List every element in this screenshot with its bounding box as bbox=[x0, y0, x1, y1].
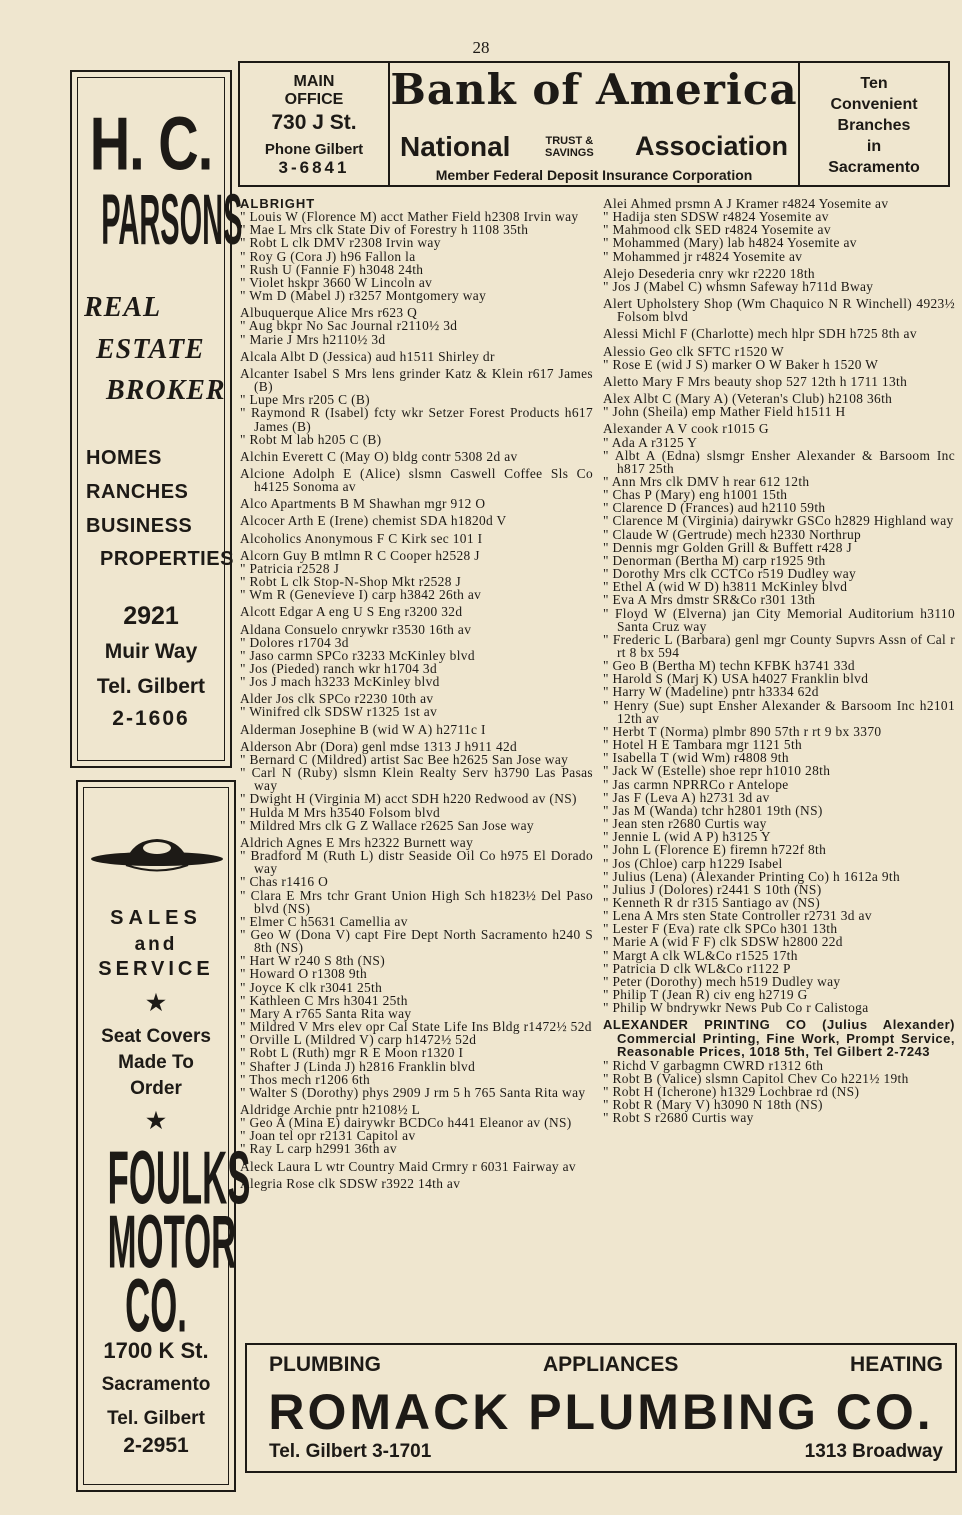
directory-entry: " Jean sten r2680 Curtis way bbox=[603, 816, 767, 832]
directory-entry: " Mildred Mrs clk G Z Wallace r2625 San Jose way bbox=[240, 817, 534, 833]
directory-entry: " Shafter J (Linda J) h2816 Franklin blvd bbox=[240, 1058, 476, 1074]
directory-entry: Aleck Laura L wtr Country Maid Crmry r 6031 Fairway av bbox=[240, 1158, 576, 1174]
foulks-advertisement bbox=[76, 780, 251, 1492]
foulks-order: Order bbox=[130, 1078, 182, 1099]
directory-entry: " Harry W (Madeline) pntr h3334 62d bbox=[603, 684, 819, 700]
directory-entry: " Geo A (Mina E) dairywkr BCDCo h441 Eleanor av (NS) bbox=[240, 1115, 572, 1131]
directory-entry: " Mary A r765 Santa Rita way bbox=[240, 1005, 412, 1021]
foulks-sales: SALES bbox=[110, 907, 202, 929]
directory-entry: " Hart W r240 S 8th (NS) bbox=[240, 953, 386, 969]
directory-entry: " Dorothy Mrs clk CCTCo r519 Dudley way bbox=[603, 566, 857, 582]
directory-entry: " Elmer C h5631 Camellia av bbox=[240, 913, 408, 929]
directory-entry: Alco Apartments B M Shawhan mgr 912 O bbox=[240, 496, 486, 512]
romack-tel: Tel. Gilbert 3-1701 bbox=[269, 1441, 432, 1462]
directory-entry: " Chas P (Mary) eng h1001 15th bbox=[603, 487, 788, 503]
directory-entry: " Jas carmn NPRRCo r Antelope bbox=[603, 776, 789, 792]
romack-plumbing-label: PLUMBING bbox=[269, 1353, 381, 1376]
bank-sacramento: Sacramento bbox=[828, 159, 920, 176]
foulks-city: Sacramento bbox=[101, 1374, 211, 1395]
directory-entry: " Jos (Pieded) ranch wkr h1704 3d bbox=[240, 661, 438, 676]
directory-entry: " Hulda M Mrs h3540 Folsom blvd bbox=[240, 804, 441, 820]
directory-entry: " Albt A (Edna) slsmgr Ensher Alexander & Barsoom Inc h817 25th bbox=[603, 447, 955, 476]
directory-entry: Aldana Consuelo cnrywkr r3530 16th av bbox=[240, 621, 472, 637]
bank-title: Bank of America bbox=[390, 65, 798, 114]
directory-entry: Alder Jos clk SPCo r2230 10th av bbox=[240, 691, 434, 707]
romack-heating-label: HEATING bbox=[850, 1353, 943, 1376]
directory-entry: " Clarence D (Frances) aud h2110 59th bbox=[603, 500, 826, 516]
bank-main-office bbox=[240, 63, 390, 185]
bank-main: MAIN bbox=[293, 73, 335, 90]
directory-entry: Albuquerque Alice Mrs r623 Q bbox=[240, 305, 418, 321]
parsons-phone: 2-1606 bbox=[112, 707, 190, 730]
directory-entry: " Julius J (Dolores) r2441 S 10th (NS) bbox=[603, 881, 822, 897]
parsons-item-business: BUSINESS bbox=[86, 515, 193, 537]
directory-entry: " Jas M (Wanda) tchr h2801 19th (NS) bbox=[603, 802, 823, 818]
parsons-street: Muir Way bbox=[104, 640, 198, 663]
directory-entry: " Louis W (Florence M) acct Mather Field h2308 Irvin way bbox=[240, 209, 579, 225]
directory-entry: Alcott Edgar A eng U S Eng r3200 32d bbox=[240, 604, 463, 620]
foulks-co: CO. bbox=[125, 1262, 187, 1348]
directory-entry: " Clara E Mrs tchr Grant Union High Sch h1823½ Del Paso blvd (NS) bbox=[240, 887, 593, 916]
directory-entry: " Jos J (Mabel C) whsmn Safeway h711d Bway bbox=[603, 278, 874, 294]
parsons-broker: BROKER bbox=[106, 375, 226, 406]
parsons-advertisement bbox=[70, 70, 243, 768]
directory-entry: " Frederic L (Barbara) genl mgr County Supvrs Assn of Cal r rt 8 bx 594 bbox=[603, 631, 955, 660]
romack-name: ROMACK PLUMBING CO. bbox=[268, 1384, 934, 1440]
parsons-estate: ESTATE bbox=[96, 334, 205, 365]
directory-entry: " Herbt T (Norma) plmbr 890 57th r rt 9 bx 3370 bbox=[603, 723, 882, 739]
bank-savings: SAVINGS bbox=[545, 147, 594, 159]
directory-entry: " Hotel H E Tambara mgr 1121 5th bbox=[603, 737, 803, 753]
bank-association: Association bbox=[634, 131, 788, 161]
directory-entry: " Walter S (Dorothy) phys 2909 J rm 5 h 765 Santa Rita way bbox=[240, 1084, 586, 1100]
directory-entry: " Rush U (Fannie F) h3048 24th bbox=[240, 261, 424, 277]
directory-entry: " Ada A r3125 Y bbox=[603, 434, 698, 450]
page-number: 28 bbox=[472, 38, 490, 57]
parsons-tel: Tel. Gilbert bbox=[96, 675, 206, 698]
directory-entry: Alderman Josephine B (wid W A) h2711c I bbox=[240, 721, 486, 737]
directory-entry: " John L (Florence E) firemn h722f 8th bbox=[603, 842, 827, 858]
directory-entry: Alei Ahmed prsmn A J Kramer r4824 Yosemite av bbox=[603, 196, 889, 211]
directory-entry: " Harold S (Marj K) USA h4027 Franklin blvd bbox=[603, 671, 869, 687]
foulks-phone: 2-2951 bbox=[123, 1434, 189, 1457]
directory-entry: Alert Upholstery Shop (Wm Chaquico N R Winchell) 4923½ Folsom blvd bbox=[603, 296, 955, 325]
romack-plumbing-advertisement bbox=[245, 1343, 957, 1473]
bank-convenient: Convenient bbox=[830, 96, 918, 113]
directory-entry: " Jas F (Leva A) h2731 3d av bbox=[603, 789, 770, 805]
directory-entry: Alcione Adolph E (Alice) slsmn Caswell Coffee Sls Co h4125 Sonoma av bbox=[240, 465, 593, 495]
foulks-service: SERVICE bbox=[98, 958, 214, 980]
directory-entry: " Richd V garbagmn CWRD r1312 6th bbox=[603, 1057, 824, 1073]
directory-entry: " Lena A Mrs sten State Controller r2731 3d av bbox=[603, 908, 872, 924]
directory-entry: " Aug bkpr No Sac Journal r2110½ 3d bbox=[240, 318, 458, 334]
directory-entry: " Jennie L (wid A P) h3125 Y bbox=[603, 829, 771, 845]
directory-entry: Alejo Desederia cnry wkr r2220 18th bbox=[603, 265, 815, 281]
directory-entry: " Mohammed jr r4824 Yosemite av bbox=[603, 248, 803, 264]
directory-entry: " Mildred V Mrs elev opr Cal State Life Ins Bldg r1472½ 52d bbox=[240, 1019, 592, 1035]
directory-entry: " John (Sheila) emp Mather Field h1511 H bbox=[603, 404, 846, 420]
directory-entry: " Henry (Sue) supt Ensher Alexander & Barsoom Inc h2101 12th av bbox=[603, 697, 955, 726]
directory-entry: ALEXANDER PRINTING CO (Julius Alexander) Commercial Printing, Fine Work, Prompt Service, Reasonable Prices, 1018 5th, Tel Gilbert 2-7243 bbox=[603, 1017, 955, 1060]
directory-entry: " Rose E (wid J S) marker O W Baker h 1520 W bbox=[603, 356, 879, 372]
directory-entry: " Mahmood clk SED r4824 Yosemite av bbox=[603, 222, 831, 238]
bank-national: National bbox=[400, 131, 511, 162]
bank-branches-label: Branches bbox=[837, 117, 911, 134]
directory-column-1 bbox=[240, 197, 593, 1190]
directory-entry: " Robt B (Valice) slsmn Capitol Chev Co h221½ 19th bbox=[603, 1070, 909, 1086]
directory-entry: " Robt H (Icherone) h1329 Lochbrae rd (NS) bbox=[603, 1083, 860, 1099]
directory-entry: " Dolores r1704 3d bbox=[240, 634, 349, 650]
directory-entry: Alcala Albt D (Jessica) aud h1511 Shirley dr bbox=[240, 348, 495, 364]
directory-entry: Alessio Geo clk SFTC r1520 W bbox=[603, 343, 785, 359]
star-icon-2: ★ bbox=[146, 1108, 166, 1133]
romack-address: 1313 Broadway bbox=[804, 1441, 943, 1462]
foulks-seat-covers: Seat Covers bbox=[101, 1026, 211, 1047]
directory-entry: " Wm D (Mabel J) r3257 Montgomery way bbox=[240, 288, 487, 304]
directory-entry: Aldridge Archie pntr h2108½ L bbox=[240, 1102, 421, 1117]
directory-entry: " Philip W bndrywkr News Pub Co r Calistoga bbox=[603, 1000, 869, 1016]
directory-entry: Alegria Rose clk SDSW r3922 14th av bbox=[240, 1175, 461, 1191]
directory-entry: " Jack W (Estelle) shoe repr h1010 28th bbox=[603, 763, 831, 779]
car-emblem-icon bbox=[86, 834, 228, 880]
directory-entry: Alcorn Guy B mtlmn R C Cooper h2528 J bbox=[240, 547, 480, 563]
directory-entry: " Mohammed (Mary) lab h4824 Yosemite av bbox=[603, 235, 857, 251]
directory-entry: " Winifred clk SDSW r1325 1st av bbox=[240, 704, 438, 720]
directory-entry: " Joyce K clk r3041 25th bbox=[240, 979, 383, 995]
directory-entry: Alderson Abr (Dora) genl mdse 1313 J h911 42d bbox=[240, 738, 518, 754]
directory-entry: " Patricia D clk WL&Co r1122 P bbox=[603, 960, 791, 976]
foulks-tel: Tel. Gilbert bbox=[107, 1408, 205, 1429]
parsons-name: PARSONS bbox=[101, 178, 243, 260]
directory-entry: " Carl N (Ruby) slsmn Klein Realty Serv h3790 Las Pasas way bbox=[240, 765, 593, 794]
bank-ten: Ten bbox=[860, 75, 888, 92]
bank-phone-label: Phone Gilbert bbox=[264, 141, 364, 158]
directory-column-2 bbox=[603, 197, 955, 1124]
bank-phone: 3-6841 bbox=[278, 158, 350, 177]
directory-entry: " Jos (Chloe) carp h1229 Isabel bbox=[603, 855, 783, 871]
directory-entry: " Raymond R (Isabel) fcty wkr Setzer Forest Products h617 James (B) bbox=[240, 405, 593, 434]
directory-entry: " Marie J Mrs h2110½ 3d bbox=[240, 331, 386, 347]
directory-entry: Alcoholics Anonymous F C Kirk sec 101 I bbox=[240, 530, 483, 546]
directory-entry: " Thos mech r1206 6th bbox=[240, 1071, 371, 1087]
directory-entry: " Kenneth R dr r315 Santiago av (NS) bbox=[603, 894, 821, 910]
parsons-item-ranches: RANCHES bbox=[86, 481, 189, 503]
directory-entry: " Ethel A (wid W D) h3811 McKinley blvd bbox=[603, 579, 848, 595]
directory-entry: " Bernard C (Mildred) artist Sac Bee h2625 San Jose way bbox=[240, 751, 569, 767]
directory-entry: " Claude W (Gertrude) mech h2330 Northrup bbox=[603, 526, 862, 542]
directory-entry: " Denorman (Bertha M) carp r1925 9th bbox=[603, 552, 826, 568]
directory-entry: " Eva A Mrs dmstr SR&Co r301 13th bbox=[603, 592, 816, 608]
directory-entry: " Roy G (Cora J) h96 Fallon la bbox=[240, 248, 416, 264]
directory-entry: " Marie A (wid F F) clk SDSW h2800 22d bbox=[603, 934, 843, 950]
directory-entry: " Howard O r1308 9th bbox=[240, 966, 368, 982]
directory-entry: " Lester F (Eva) rate clk SPCo h301 13th bbox=[603, 921, 838, 937]
directory-entry: " Wm R (Genevieve I) carp h3842 26th av bbox=[240, 587, 482, 603]
parsons-item-homes: HOMES bbox=[86, 447, 162, 469]
directory-entry: " Ray L carp h2991 36th av bbox=[240, 1141, 397, 1157]
directory-entry: Alexander A V cook r1015 G bbox=[603, 421, 769, 437]
directory-entry: Aletto Mary F Mrs beauty shop 527 12th h 1711 13th bbox=[603, 373, 908, 389]
parsons-real: REAL bbox=[84, 292, 162, 323]
foulks-motor: MOTOR bbox=[107, 1198, 237, 1284]
directory-entry: " Philip T (Jean R) civ eng h2719 G bbox=[603, 987, 808, 1003]
directory-entry: " Isabella T (wid Wm) r4808 9th bbox=[603, 750, 789, 766]
directory-entry: " Robt L clk Stop-N-Shop Mkt r2528 J bbox=[240, 574, 462, 590]
directory-entry: " Joan tel opr r2131 Capitol av bbox=[240, 1128, 416, 1144]
directory-entry: " Geo B (Bertha M) techn KFBK h3741 33d bbox=[603, 658, 855, 674]
star-icon: ★ bbox=[146, 990, 166, 1015]
directory-entry: " Floyd W (Elverna) jan City Memorial Auditorium h3110 Santa Cruz way bbox=[603, 605, 955, 634]
bank-fdic: Member Federal Deposit Insurance Corporation bbox=[435, 167, 753, 183]
directory-entry: Alessi Michl F (Charlotte) mech hlpr SDH h725 8th av bbox=[603, 326, 917, 342]
directory-entry: " Jos J mach h3233 McKinley blvd bbox=[240, 674, 440, 690]
directory-entry: " Dennis mgr Golden Grill & Buffett r428 J bbox=[603, 539, 853, 555]
directory-entry: " Geo W (Dona V) capt Fire Dept North Sacramento h240 S 8th (NS) bbox=[240, 926, 593, 956]
directory-entry: Alex Albt C (Mary A) (Veteran's Club) h2108 36th bbox=[603, 391, 893, 407]
directory-entry: " Julius (Lena) (Alexander Printing Co) h 1612a 9th bbox=[603, 868, 901, 884]
directory-entry: " Peter (Dorothy) mech h519 Dudley way bbox=[603, 973, 841, 989]
directory-entry: " Robt R (Mary V) h3090 N 18th (NS) bbox=[603, 1097, 823, 1113]
directory-entry: " Hadija sten SDSW r4824 Yosemite av bbox=[603, 209, 829, 225]
directory-entry: ALBRIGHT bbox=[240, 196, 316, 211]
directory-entry: Alchin Everett C (May O) bldg contr 5308 2d av bbox=[240, 448, 518, 464]
directory-entry: " Ann Mrs clk DMV h rear 612 12th bbox=[603, 473, 810, 489]
directory-entry: " Orville L (Mildred V) carp h1472½ 52d bbox=[240, 1032, 477, 1048]
directory-entry: " Robt S r2680 Curtis way bbox=[603, 1110, 754, 1126]
directory-entry: " Dwight H (Virginia M) acct SDH h220 Redwood av (NS) bbox=[240, 791, 577, 807]
directory-entry: " Kathleen C Mrs h3041 25th bbox=[240, 992, 408, 1008]
directory-entry: " Patricia r2528 J bbox=[240, 560, 340, 576]
bank-trust: TRUST & bbox=[545, 135, 594, 147]
foulks-address: 1700 K St. bbox=[103, 1338, 209, 1363]
foulks-name: FOULKS bbox=[107, 1134, 251, 1220]
romack-appliances-label: APPLIANCES bbox=[543, 1353, 679, 1376]
directory-entry: " Lupe Mrs r205 C (B) bbox=[240, 392, 370, 408]
directory-entry: " Mae L Mrs clk State Div of Forestry h 1108 35th bbox=[240, 222, 529, 238]
parsons-item-properties: PROPERTIES bbox=[100, 548, 234, 570]
bank-branches bbox=[798, 63, 948, 185]
directory-entry: Alcanter Isabel S Mrs lens grinder Katz & Klein r617 James (B) bbox=[240, 365, 593, 395]
bank-of-america-advertisement bbox=[238, 61, 950, 187]
directory-entry: " Robt L (Ruth) mgr R E Moon r1320 I bbox=[240, 1045, 464, 1061]
directory-entry: " Clarence M (Virginia) dairywkr GSCo h2829 Highland way bbox=[603, 513, 954, 529]
parsons-number: 2921 bbox=[123, 602, 179, 630]
bank-office: OFFICE bbox=[284, 91, 344, 108]
directory-entry: " Robt M lab h205 C (B) bbox=[240, 431, 382, 447]
directory-entry: " Robt L clk DMV r2308 Irvin way bbox=[240, 235, 441, 251]
bank-trust-savings bbox=[545, 135, 594, 159]
directory-entry: " Chas r1416 O bbox=[240, 874, 329, 890]
foulks-made-to: Made To bbox=[118, 1052, 194, 1073]
bank-address: 730 J St. bbox=[271, 111, 357, 134]
directory-entry: Alcocer Arth E (Irene) chemist SDA h1820d V bbox=[240, 513, 507, 529]
directory-entry: " Bradford M (Ruth L) distr Seaside Oil Co h975 El Dorado way bbox=[240, 848, 593, 877]
directory-entry: " Violet hskpr 3660 W Lincoln av bbox=[240, 274, 433, 290]
directory-entry: " Jaso carmn SPCo r3233 McKinley blvd bbox=[240, 647, 475, 663]
directory-entry: Aldrich Agnes E Mrs h2322 Burnett way bbox=[240, 834, 474, 850]
bank-in: in bbox=[866, 138, 882, 155]
directory-entry: " Margt A clk WL&Co r1525 17th bbox=[603, 947, 798, 963]
foulks-and: and bbox=[134, 934, 178, 955]
parsons-initials: H. C. bbox=[89, 100, 213, 186]
